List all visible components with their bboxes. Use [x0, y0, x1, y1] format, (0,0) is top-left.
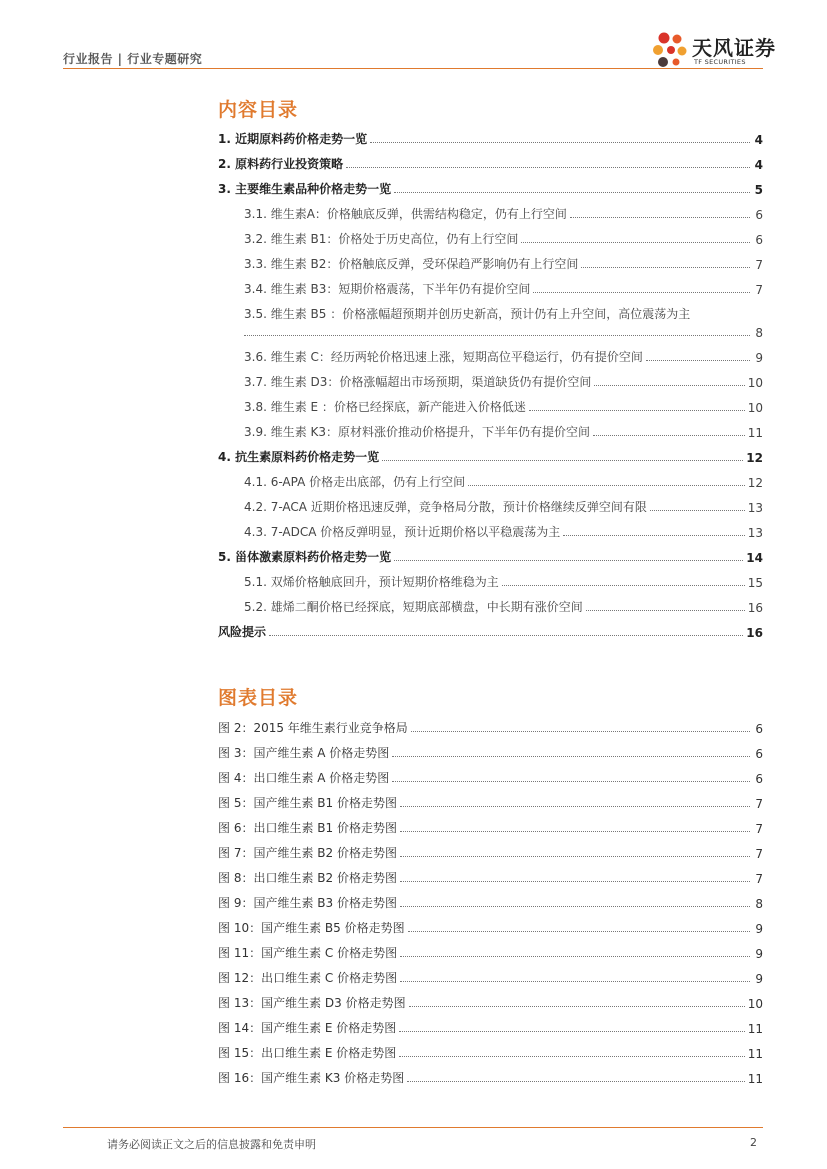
dot-leader — [400, 856, 750, 857]
dot-leader — [408, 931, 750, 932]
toc-entry-3-2[interactable] — [218, 222, 763, 247]
page-number: 2 — [750, 1136, 757, 1149]
toc-entry-page: 10 — [747, 376, 763, 390]
figure-entry-page: 9 — [755, 972, 763, 986]
toc-entry-label-row — [218, 297, 763, 322]
dot-leader — [400, 981, 750, 982]
toc-entry-label: 4. 抗生素原料药价格走势一览 — [218, 450, 380, 464]
figure-entry[interactable] — [218, 736, 763, 761]
toc-entry-page: 6 — [755, 208, 763, 222]
dot-leader — [502, 585, 745, 586]
figure-entry[interactable] — [218, 1036, 763, 1061]
toc-entry-page: 4 — [754, 133, 763, 147]
toc-entry-2[interactable] — [218, 147, 763, 172]
figure-entry-label: 图 2：2015 年维生素行业竞争格局 — [218, 721, 408, 735]
toc-entry-label: 3.1. 维生素A：价格触底反弹，供需结构稳定，仍有上行空间 — [244, 207, 567, 221]
toc-entry-4[interactable] — [218, 440, 763, 465]
figure-entry-label: 图 9：国产维生素 B3 价格走势图 — [218, 896, 397, 910]
toc-entry-4-3[interactable] — [218, 515, 763, 540]
report-breadcrumb: 行业报告 | 行业专题研究 — [63, 52, 203, 66]
toc-entry-3-3[interactable] — [218, 247, 763, 272]
toc-entry-5-2[interactable] — [218, 590, 763, 615]
dot-leader — [646, 360, 750, 361]
toc-entry-5-1[interactable] — [218, 565, 763, 590]
figure-entry-label: 图 15：出口维生素 E 价格走势图 — [218, 1046, 397, 1060]
toc-entry-label: 5. 甾体激素原料药价格走势一览 — [218, 550, 392, 564]
figure-entry[interactable] — [218, 836, 763, 861]
toc-entry-4-2[interactable] — [218, 490, 763, 515]
toc-entry-page: 9 — [755, 351, 763, 365]
figure-entry-page: 11 — [747, 1047, 763, 1061]
toc-entry-label: 3.9. 维生素 K3：原材料涨价推动价格提升，下半年仍有提价空间 — [244, 425, 591, 439]
toc-entry-page: 4 — [754, 158, 763, 172]
dot-leader — [394, 560, 743, 561]
toc-entry-3-8[interactable] — [218, 390, 763, 415]
figure-entry-page: 11 — [747, 1072, 763, 1086]
figure-entry-page: 7 — [755, 797, 763, 811]
dot-leader — [529, 410, 745, 411]
footer-divider — [63, 1127, 763, 1128]
toc-entry-3-5[interactable] — [218, 297, 763, 340]
figure-entry[interactable] — [218, 811, 763, 836]
figure-entry[interactable] — [218, 861, 763, 886]
dot-leader — [594, 385, 744, 386]
dot-leader — [521, 242, 750, 243]
figure-entry-page: 7 — [755, 822, 763, 836]
toc-entry-label: 4.1. 6-APA 价格走出底部，仍有上行空间 — [244, 475, 466, 489]
toc-entry-page: 13 — [747, 526, 763, 540]
toc-entry-page: 7 — [755, 258, 763, 272]
toc-entry-page: 10 — [747, 401, 763, 415]
dot-leader — [400, 881, 750, 882]
figures-title: 图表目录 — [218, 687, 299, 709]
logo-subtitle: TF SECURITIES — [694, 58, 746, 66]
dot-leader — [400, 831, 750, 832]
dot-leader — [409, 1006, 745, 1007]
figure-entry-label: 图 8：出口维生素 B2 价格走势图 — [218, 871, 397, 885]
toc-entry-label: 5.1. 双烯价格触底回升，预计短期价格维稳为主 — [244, 575, 499, 589]
dot-leader — [399, 1031, 744, 1032]
toc-entry-label: 3.7. 维生素 D3：价格涨幅超出市场预期，渠道缺货仍有提价空间 — [244, 375, 592, 389]
dot-leader — [392, 781, 750, 782]
toc-entry-page: 8 — [755, 326, 763, 340]
toc-entry-1[interactable] — [218, 122, 763, 147]
figure-entry[interactable] — [218, 761, 763, 786]
figure-entry[interactable] — [218, 1011, 763, 1036]
toc-entry-3-1[interactable] — [218, 197, 763, 222]
figure-entry-label: 图 14：国产维生素 E 价格走势图 — [218, 1021, 397, 1035]
figure-entry-label: 图 6：出口维生素 B1 价格走势图 — [218, 821, 397, 835]
figure-entry-label: 图 12：出口维生素 C 价格走势图 — [218, 971, 398, 985]
toc-entry-3-7[interactable] — [218, 365, 763, 390]
figure-entry-label: 图 13：国产维生素 D3 价格走势图 — [218, 996, 406, 1010]
toc-entry-label: 4.3. 7-ADCA 价格反弹明显，预计近期价格以平稳震荡为主 — [244, 525, 561, 539]
dot-leader — [593, 435, 745, 436]
figure-entry-page: 7 — [755, 847, 763, 861]
header-divider — [63, 68, 763, 69]
toc-entry-risk[interactable] — [218, 615, 763, 640]
toc-entry-3[interactable] — [218, 172, 763, 197]
toc-entry-label: 3.3. 维生素 B2：价格触底反弹，受环保趋严影响仍有上行空间 — [244, 257, 579, 271]
toc-entry-page: 12 — [747, 476, 763, 490]
figure-entry-label: 图 4：出口维生素 A 价格走势图 — [218, 771, 390, 785]
logo-name: 天风证券 — [692, 36, 776, 60]
figure-entry-page: 6 — [755, 747, 763, 761]
figure-entry[interactable] — [218, 911, 763, 936]
toc-entry-label: 3.8. 维生素 E ：价格已经探底，新产能进入价格低迷 — [244, 400, 526, 414]
dot-leader — [399, 1056, 744, 1057]
toc-entry-4-1[interactable] — [218, 465, 763, 490]
figure-entry-page: 10 — [747, 997, 763, 1011]
dot-leader — [269, 635, 743, 636]
figure-entry-label: 图 3：国产维生素 A 价格走势图 — [218, 746, 390, 760]
toc-list — [218, 122, 763, 640]
figure-entry-page: 6 — [755, 772, 763, 786]
figure-entry[interactable] — [218, 886, 763, 911]
dot-leader — [650, 510, 745, 511]
toc-entry-page: 7 — [755, 283, 763, 297]
dot-leader — [411, 731, 750, 732]
dot-leader — [370, 142, 750, 143]
company-logo — [648, 30, 776, 72]
figure-entry-page: 7 — [755, 872, 763, 886]
toc-entry-label: 3. 主要维生素品种价格走势一览 — [218, 182, 392, 196]
dot-leader — [400, 956, 750, 957]
toc-entry-3-9[interactable] — [218, 415, 763, 440]
figure-entry[interactable] — [218, 986, 763, 1011]
toc-entry-page: 5 — [754, 183, 763, 197]
toc-entry-label: 1. 近期原料药价格走势一览 — [218, 132, 368, 146]
figure-entry-page: 6 — [755, 722, 763, 736]
dot-leader — [400, 806, 750, 807]
figure-entry-page: 8 — [755, 897, 763, 911]
figure-entry-label: 图 11：国产维生素 C 价格走势图 — [218, 946, 398, 960]
toc-entry-label: 风险提示 — [218, 625, 267, 639]
toc-entry-5[interactable] — [218, 540, 763, 565]
dot-leader — [392, 756, 750, 757]
figures-list — [218, 711, 763, 1086]
toc-entry-page: 11 — [747, 426, 763, 440]
dot-leader — [244, 335, 750, 336]
figure-entry-page: 9 — [755, 922, 763, 936]
toc-entry-label: 2. 原料药行业投资策略 — [218, 157, 344, 171]
figure-entry-label: 图 5：国产维生素 B1 价格走势图 — [218, 796, 397, 810]
footer-disclaimer: 请务必阅读正文之后的信息披露和免责申明 — [107, 1138, 316, 1151]
figure-entry-page: 11 — [747, 1022, 763, 1036]
dot-leader — [581, 267, 750, 268]
toc-title: 内容目录 — [218, 99, 299, 121]
toc-entry-3-6[interactable] — [218, 340, 763, 365]
toc-entry-page: 13 — [747, 501, 763, 515]
toc-entry-page: 6 — [755, 233, 763, 247]
figure-entry-label: 图 16：国产维生素 K3 价格走势图 — [218, 1071, 405, 1085]
dot-leader — [346, 167, 750, 168]
toc-entry-label: 3.4. 维生素 B3：短期价格震荡，下半年仍有提价空间 — [244, 282, 531, 296]
figure-entry-page: 9 — [755, 947, 763, 961]
toc-entry-page: 15 — [747, 576, 763, 590]
dot-leader — [563, 535, 744, 536]
figure-entry-label: 图 10：国产维生素 B5 价格走势图 — [218, 921, 405, 935]
toc-entry-label: 4.2. 7-ACA 近期价格迅速反弹，竞争格局分散，预计价格继续反弹空间有限 — [244, 500, 647, 514]
dot-leader — [382, 460, 743, 461]
toc-entry-page: 14 — [746, 551, 763, 565]
dot-leader — [407, 1081, 745, 1082]
figure-entry[interactable] — [218, 1061, 763, 1086]
figure-entry[interactable] — [218, 786, 763, 811]
figure-entry[interactable] — [218, 961, 763, 986]
dot-leader — [394, 192, 750, 193]
toc-entry-3-4[interactable] — [218, 272, 763, 297]
toc-entry-label: 3.2. 维生素 B1：价格处于历史高位，仍有上行空间 — [244, 232, 519, 246]
toc-entry-page: 12 — [746, 451, 763, 465]
toc-entry-label: 5.2. 雄烯二酮价格已经探底，短期底部横盘，中长期有涨价空间 — [244, 600, 583, 614]
dot-leader — [533, 292, 750, 293]
figure-entry[interactable] — [218, 711, 763, 736]
figure-entry-label: 图 7：国产维生素 B2 价格走势图 — [218, 846, 397, 860]
toc-entry-label: 3.6. 维生素 C：经历两轮价格迅速上涨，短期高位平稳运行，仍有提价空间 — [244, 350, 643, 364]
flower-logo-icon — [648, 30, 692, 72]
toc-entry-label: 3.5. 维生素 B5 ：价格涨幅超预期并创历史新高，预计仍有上升空间，高位震荡为主 — [244, 307, 691, 321]
dot-leader — [468, 485, 745, 486]
dot-leader — [586, 610, 745, 611]
toc-entry-page: 16 — [746, 626, 763, 640]
dot-leader — [400, 906, 750, 907]
figure-entry[interactable] — [218, 936, 763, 961]
dot-leader — [570, 217, 750, 218]
toc-entry-continuation — [218, 322, 763, 340]
toc-entry-page: 16 — [747, 601, 763, 615]
